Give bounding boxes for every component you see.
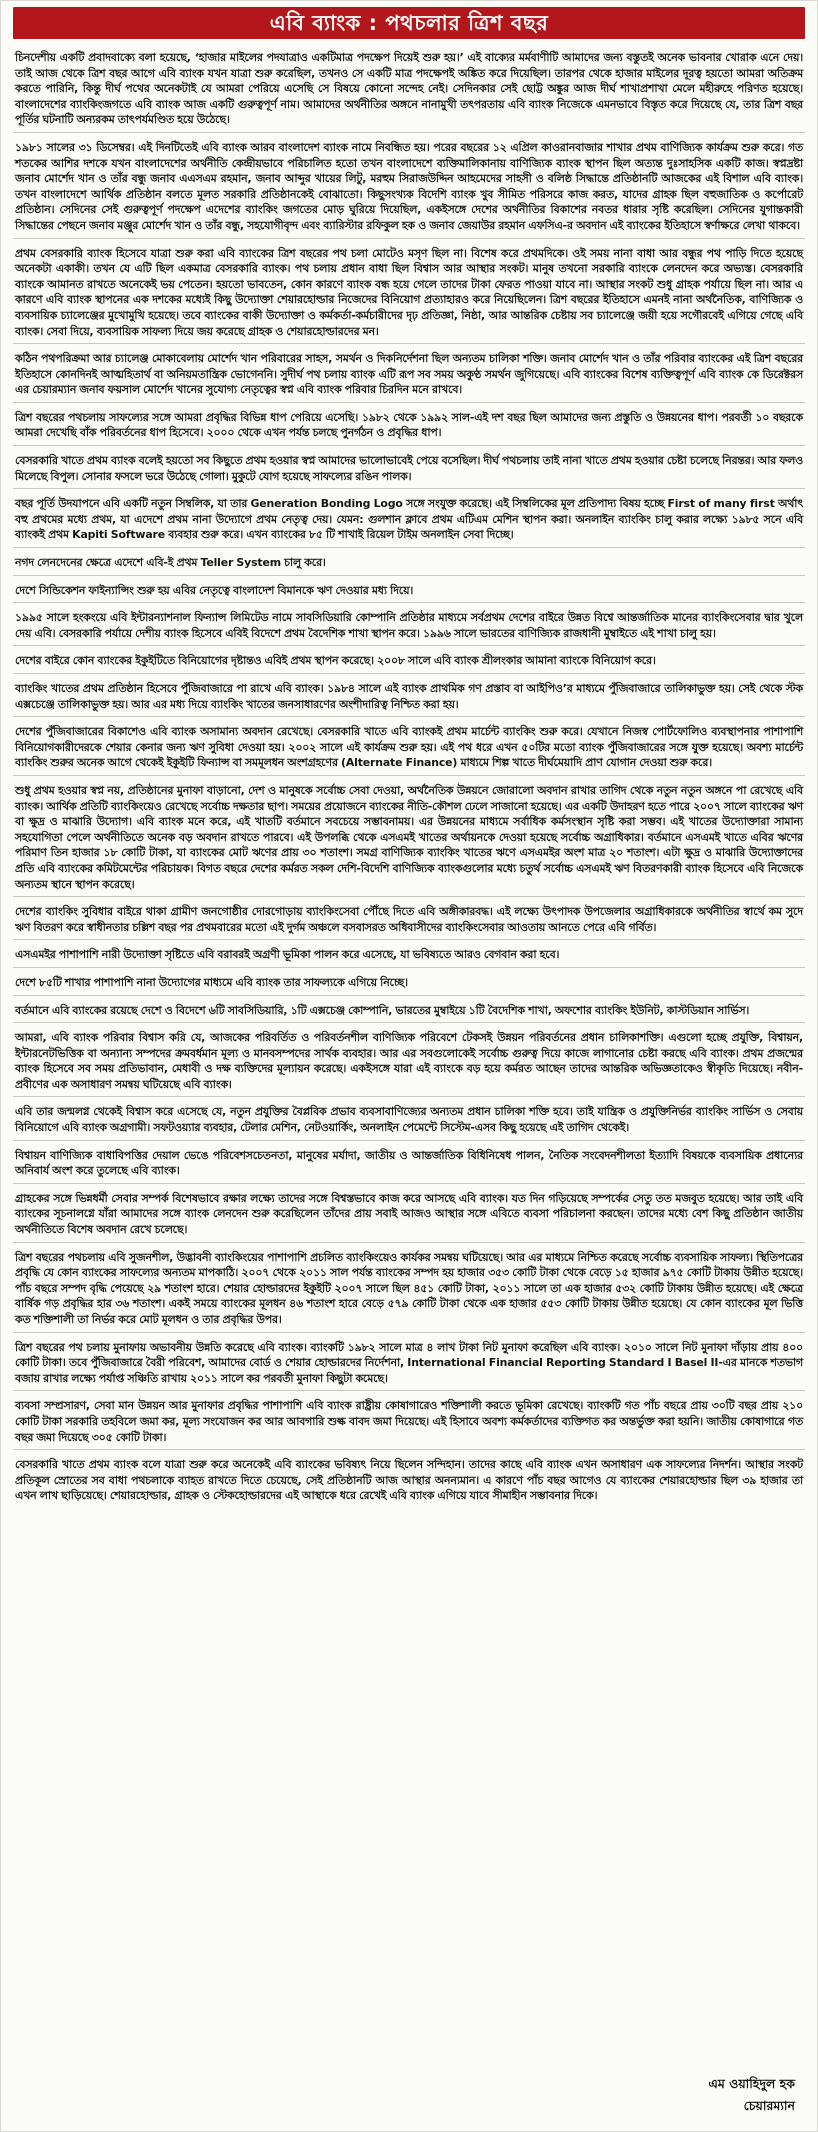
signature-name: এম ওয়াহিদুল হক	[708, 2076, 795, 2091]
article-paragraph: বেসরকারি খাতে প্রথম ব্যাংক বলে যাত্রা শুরু করে অনেকেই এবি ব্যাংকের ভবিষ্যৎ নিয়ে ছিলেন সন্দিহান। তাদের কাছে এবি ব্যাংক এখন অসাধারণ এক সাফল্যের নিদর্শন। আস্থার সংকট প্রতিকূল স্রোতের সব বাধা পথচলাকে ব্যাহত রাখতে দিতে চেয়েছে, সেই প্রতিষ্ঠানটি আজ আস্থার অনন্যমান। এ কারণে পাঁচ বছর আগেও যে ব্যাংকের শেয়ারহোল্ডার ছিল ৩৯ হাজার তা এখন লাখ ছাড়িয়েছে। শেয়ারহোল্ডার, গ্রাহক ও স্টেকহোল্ডারদের এই আস্থাকে ধরে রেখেই এবি ব্যাংক এগিয়ে যাবে সীমাহীন সম্ভাবনার দিকে।	[15, 1458, 804, 1503]
article-paragraph: এবি তার জন্মলগ্ন থেকেই বিশ্বাস করে এসেছে যে, নতুন প্রযুক্তির বৈপ্লবিক প্রভাব ব্যবসাবাণিজ্যের অন্যতম প্রধান চালিকা শক্তি হবে। তাই যান্ত্রিক ও প্রযুক্তিনির্ভর ব্যাংকিং সার্ভিস ও সেবায় বিনিয়োগে এবি ব্যাংক অগ্রগামী। সফটওয়্যার ব্যবহার, টেলার মেশিন, নেটওয়ার্কিং, অনলাইন পেমেন্টে সিস্টেম-এসব কিছু হয়েছে এই তাগিদ থেকেই।	[13, 1101, 805, 1140]
article-body	[13, 47, 805, 1508]
article-paragraph: এসএমইর পাশাপাশি নারী উদ্যোক্তা সৃষ্টিতে এবি বরাবরই অগ্রণী ভূমিকা পালন করে এসেছে, যা ভবিষ্যতে আরও বেগবান করা হবে।	[13, 944, 805, 968]
article-paragraph: গ্রাহকের সঙ্গে ভিন্নধর্মী সেবার সম্পর্ক বিশেষভাবে রক্ষার লক্ষ্যে তাদের সঙ্গে বিশ্বস্তভাবে কাজ করে আসছে এবি ব্যাংক। যত দিন গড়িয়েছে সম্পর্কের সেতু তত মজবুত হয়েছে। আর তাই এবি ব্যাংকের সূচনালগ্নে যাঁরা আমাদের সঙ্গে ব্যাংক লেনদেন শুরু করেছিলেন তাঁদের প্রায় সবাই আজও আস্থার সঙ্গে এবিতে ব্যবসা পরিচালনা করছেন। তাদের মধ্যে বেশ কিছু প্রতিষ্ঠান জাতীয় অর্থনীতিতে বিশেষ অবদান রেখে চলেছে।	[13, 1188, 805, 1243]
article-paragraph: বেসরকারি খাতে প্রথম ব্যাংক বলেই হয়তো সব কিছুতে প্রথম হওয়ার স্বপ্ন আমাদের ভালোভাবেই পেয়ে বসেছিল। দীর্ঘ পথচলায় তাই নানা খাতে প্রথম হওয়ার চেষ্টা চলেছে নিরন্তর। আর ফলও মিলেছে বিপুল। সোনার ফসলে ভরে উঠেছে গোলা। মুকুটে যোগ হয়েছে সাফল্যের রঙিন পালক।	[13, 450, 805, 489]
article-paragraph: দেশের বাইরে কোন ব্যাংকের ইকুইটিতে বিনিয়োগের দৃষ্টান্তও এবিই প্রথম স্থাপন করেছে। ২০০৮ সালে এবি ব্যাংক শ্রীলংকার আমানা ব্যাংকে বিনিয়োগ করে।	[13, 650, 805, 674]
article-paragraph: ত্রিশ বছরের পথচলায় এবি সুজনশীল, উদ্ভাবনী ব্যাংকিংয়ের পাশাপাশি প্রচলিত ব্যাংকিংয়েও কার্যকর সমন্বয় ঘটিয়েছে। আর এর মাধ্যমে নিশ্চিত করেছে সর্বোচ্চ ব্যবসায়িক সাফল্য। স্থিতিপত্রের প্রবৃদ্ধি যে কোন ব্যাংকের সাফল্যের অন্যতম মাপকাঠি। ২০০৭ থেকে ২০১১ সাল পর্যন্ত ব্যাংকের সম্পদ হয় হাজার ৩৫৩ কোটি টাকা থেকে বেড়ে ১৫ হাজার ৯৭৫ কোটি টাকায় উন্নীত হয়েছে। পাঁচ বছরে সম্পদ বৃদ্ধি পেয়েছে ২৯ শতাংশ হারে। শেয়ার হোল্ডারদের ইকুইটি ২০০৭ সালে ছিল ৪৫১ কোটি টাকা, ২০১১ সালে তা এক হাজার ৫৩২ কোটি টাকায় উন্নীত হয়েছে। এই ক্ষেত্রে বার্ষিক গড় প্রবৃদ্ধির হার ৩৬ শতাংশ। একই সময়ে ব্যাংকের মূলধন ৪৬ শতাংশ হারে বেড়ে ৫৭৯ কোটি টাকা থেকে এক হাজার ৫৫৩ কোটি টাকায় উন্নীত হয়েছে। যে কোন ব্যাংকের মূল ভিত্তি কত শক্তিশালী তা নির্ভর করে মোট মূলধন ও তার প্রবৃদ্ধির উপর।	[13, 1247, 805, 1333]
article-paragraph: ব্যবসা সম্প্রসারণ, সেবা মান উন্নয়ন আর মুনাফার প্রবৃদ্ধির পাশাপাশি এবি ব্যাংক রাষ্ট্রীয় কোষাগারেও শক্তিশালী করতে ভূমিকা রেখেছে। ব্যাংকটি গত পাঁচ বছরে প্রায় ৩০টি বছর প্রায় ২১০ কোটি টাকা সরকারি তহবিলে জমা কর, মূল্য সংযোজন কর আর আবগারি শুল্ক বাবদ জমা দিয়েছে। এই হিসাবে অবশ্য কর্মকর্তাদের ব্যক্তিগত কর অন্তর্ভুক্ত করা হয়নি। জাতীয় কোষাগারে গত বছর জমা দিয়েছে ৩০৫ কোটি টাকা।	[13, 1395, 805, 1450]
article-paragraph: বিশ্বায়ন বাণিজ্যিক বাধাবিপত্তির দেয়াল ভেঙে পরিবেশসচেতনতা, মানুষের মর্যাদা, জাতীয় ও আন্তর্জাতিক বিধিনিষেধ পালন, নৈতিক সংবেদনশীলতা ইত্যাদি বিষয়কে ব্যবসায়িক প্রধান্যের অনিবার্য অংশ করে তুলেছে এবি ব্যাংক।	[13, 1145, 805, 1184]
article-paragraph: ব্যাংকিং খাতের প্রথম প্রতিষ্ঠান হিসেবে পুঁজিবাজারে পা রাখে এবি ব্যাংক। ১৯৮৪ সালে এই ব্যাংক প্রাথমিক গণ প্রস্তাব বা আইপিও’র মাধ্যমে পুঁজিবাজারে তালিকাভুক্ত হয়। সেই থেকে স্টক এক্সচেঞ্জে তালিকাভুক্ত হয়। আর এর মধ্য দিয়ে ব্যাংকিং খাতের জনসাধারণের অংশীদারিত্ব নিশ্চিত করা হয়।	[13, 678, 805, 717]
article-paragraph: দেশের ব্যাংকিং সুবিধার বাইরে থাকা গ্রামীণ জনগোষ্ঠীর দোরগোড়ায় ব্যাংকিংসেবা পৌঁছে দিতে এবি অঙ্গীকারবদ্ধ। এই লক্ষ্যে উৎপাদক উপজেলার অগ্রাধিকারকে অর্থনীতির স্বার্থে কম সুদে ঋণ বিতরণ করে স্বাধীনতার চল্লিশ বছর পর প্রথমবারের মতো এই দুর্গম অঞ্চলে বসবাসরত অধিবাসীদের ব্যাংকিংসেবার আওতায় আনতে পেরে এবি গর্বিত।	[13, 901, 805, 940]
title-banner	[13, 7, 805, 39]
article-paragraph: নগদ লেনদেনের ক্ষেত্রে এদেশে এবি-ই প্রথম Teller System চালু করে।	[13, 552, 805, 576]
article-paragraph: ১৯৮১ সালের ৩১ ডিসেম্বর। এই দিনটিতেই এবি ব্যাংক আরব বাংলাদেশ ব্যাংক নামে নিবন্ধিত হয়। পরের বছরের ১২ এপ্রিল কাওরানবাজার শাখার প্রথম বাণিজ্যিক কার্যক্রম শুরু করে। গত শতকের আশির দশকে যখন বাংলাদেশের অর্থনীতি কেন্দ্রীয়ভাবে পরিচালিত হতো তখন বাংলাদেশে ব্যক্তিমালিকানায় বাণিজ্যিক ব্যাংক স্থাপন ছিল অত্যন্ত দুঃসাহসিক একটি কাজ। স্বপ্নদ্রষ্টা জনাব মোর্শেদ খান ও তাঁর বন্ধু জনাব এএসএম রহমান, জনাব আব্দুর খায়ের লিটু, মরহুম সিরাজউদ্দিন আহমেদের সাহসী ও বলিষ্ঠ সিদ্ধান্তে প্রতিষ্ঠানটি আজকের এই বিশাল এবি ব্যাংক। তখন বাংলাদেশে আর্থিক প্রতিষ্ঠান বলতে মূলত সরকারি প্রতিষ্ঠানকেই বোঝাতো। কিছুসংখ্যক বিদেশি ব্যাংক খুব সীমিত পরিসরে কাজ করত, যাদের গ্রাহক ছিল বহুজাতিক ও কর্পোরেট প্রতিষ্ঠান। সেদিনের সেই গুরুত্বপূর্ণ পদক্ষেপ এদেশের ব্যাংকিং জগতের মোড় ঘুরিয়ে দিয়েছিল, একইসঙ্গে দেশের অর্থনীতির বিকাশের নবতর ধারার সৃষ্টি করেছিল। সেদিনের যুগান্তকারী সিদ্ধান্তের পেছনে জনাব মঞ্জুর মোর্শেদ খান ও তাঁর বন্ধু, সহযোগীবৃন্দ এবং ব্যারিস্টার রফিকুল হক ও জনাব জেয়াউর রহমান এফসিএ-র অবদান এই ব্যাংকের ইতিহাসে স্বর্ণাক্ষরে লেখা থাকবে।	[13, 137, 805, 239]
article-paragraph: ত্রিশ বছরের পথ চলায় মুনাফায় অভাবনীয় উন্নতি করেছে এবি ব্যাংক। ব্যাংকটি ১৯৮২ সালে মাত্র ৪ লাখ টাকা নিট মুনাফা করেছিল এবি ব্যাংক। ২০১০ সালে নিট মুনাফা দাঁড়ায় প্রায় ৪০০ কোটি টাকা। তবে পুঁজিবাজারে বৈরী পরিবেশ, আমাদের বোর্ড ও শেয়ার হোল্ডারদের নির্দেশনা, International Financial Reporting Standard I Basel II-এর মানকে শতভাগ বজায় রাখার লক্ষ্যে পর্যাপ্ত সঞ্চিতি রাখায় ২০১১ সালে কর পরবর্তী মুনাফা কিছুটা কমেছে।	[13, 1337, 805, 1392]
page-title: এবি ব্যাংক : পথচলার ত্রিশ বছর	[269, 10, 549, 35]
article-paragraph: আমরা, এবি ব্যাংক পরিবার বিশ্বাস করি যে, আজকের পরিবর্তিত ও পরিবর্তনশীল বাণিজ্যিক পরিবেশে টেকসই উন্নয়ন পরিবর্তনের প্রধান চালিকাশক্তি। এগুলো হচ্ছে প্রযুক্তি, বিশ্বায়ন, ইন্টারনেটভিত্তিক বা অন্যান্য সম্পদের ক্রমবর্ধমান মূল্য ও মানবসম্পদের সার্থক ব্যবহার। আর এর সবগুলোকেই সর্বোচ্চ গুরুত্ব দিয়ে কাজে লাগানোর চেষ্টা করছে এবি ব্যাংক। প্রথম প্রজন্মের ব্যাংক হিসেবে সব সময় প্রতিভাবান, মেধাবী ও দক্ষ ব্যক্তিদের মূল্যায়ন করেছে। একইসঙ্গে যারা এই ব্যাংকে বড় হয়ে কর্মরত আছেন তাদের আন্তরিক অভিজ্ঞতাকেও স্বীকৃতি দিয়েছে। নবীন-প্রবীণের এক অসাধারণ সমন্বয় ঘটিয়েছে এবি ব্যাংক।	[13, 1027, 805, 1097]
article-paragraph: দেশের পুঁজিবাজারের বিকাশেও এবি ব্যাংক অসামান্য অবদান রেখেছে। বেসরকারি খাতে এবি ব্যাংকই প্রথম মার্চেন্ট ব্যাংকিং শুরু করে। যেখানে নিজস্ব পোর্টফোলিও ব্যবস্থাপনার পাশাপাশি বিনিয়োগকারীদেরকে শেয়ার কেনার জন্য ঋণ সুবিধা দেওয়া হয়। ২০০২ সালে এই কার্যক্রম শুরু হয়। এই পথ ধরে এখন ৫০টির মতো ব্যাংক পুঁজিবাজারের সঙ্গে যুক্ত হয়েছে। অবশ্য মার্চেন্ট ব্যাংকিং শুরুর অনেক আগে থেকেই ইকুইটি ফিন্যান্স বা সমমূলধন অংশগ্রহণের (Alternate Finance) মাধ্যমে শিল্প খাতে দীর্ঘমেয়াদি প্রাণ যোগান দেওয়া শুরু করে।	[13, 721, 805, 776]
article-paragraph: শুধু প্রথম হওয়ার স্বপ্ন নয়, প্রতিষ্ঠানের মুনাফা বাড়ানো, দেশ ও মানুষকে সর্বোচ্চ সেবা দেওয়া, অর্থনৈতিক উন্নয়নে জোরালো অবদান রাখার তাগিদ থেকে নতুন নতুন অঙ্গনে পা রেখেছে এবি ব্যাংক। আর্থিক প্রতিটি ব্যাংকিংয়েও রেখেছে সর্বোচ্চ দক্ষতার ছাপ। সময়ের প্রয়োজনে ব্যাংকের নীতি-কৌশল ঢেলে সাজানো হয়েছে। এর একটি উদাহরণ হতে পারে ২০০৭ সালে ব্যাংকের ঋণ বা ক্ষুদ্র ও মাঝারি উদ্যোগ। এবি ব্যাংক মনে করে, এই খাতটি বর্তমানে সবচেয়ে সম্ভাবনাময়। এর উন্নয়নের মাধ্যমে সর্বাধিক কর্মসংস্থান সৃষ্টি করা সম্ভব। এই খাতের উদ্যোক্তারা সামান্য সহযোগিতা পেলে অর্থনীতিতে অনেক বড় অবদান রাখতে পারবে। এই উপলব্ধি থেকে এসএমই খাতের অর্থায়নকে দেওয়া হয়েছে সর্বোচ্চ অগ্রাধিকার। বর্তমানে এসএমই খাতে এবির ঋণের পরিমাণ তিন হাজার ১৮ কোটি টাকা, যা ব্যাংকের মোট ঋণের প্রায় ৩০ শতাংশ। সমগ্র বাণিজ্যিক ব্যাংকিং খাতের ঋণে এসএমইর অংশ মাত্র ২০ শতাংশ। এটা ক্ষুদ্র ও মাঝারি উদ্যোক্তাদের প্রতি এবি ব্যাংকের কমিটমেন্টের পরিচায়ক। বিগত বছরে দেশের কর্মরত সকল দেশি-বিদেশি বাণিজ্যিক ব্যাংকগুলোর মধ্যে চতুর্থ সর্বোচ্চ এসএমই ঋণ বিতরণকারী ব্যাংক হিসেবে এবি নিজেকে অন্যতম স্থানে স্থাপন করেছে।	[13, 780, 805, 897]
article-paragraph: কঠিন পথপরিক্রমা আর চ্যালেঞ্জ মোকাবেলায় মোর্শেদ খান পরিবারের সাহস, সমর্থন ও দিকনির্দেশনা ছিল অন্যতম চালিকা শক্তি। জনাব মোর্শেদ খান ও তাঁর পরিবার ব্যাংকের এই ত্রিশ বছরের ইতিহাসে কোনদিনই আত্মহিতার্থ বা অনিয়মতান্ত্রিক ভোগেননি। সুদীর্ঘ পথ চলায় ব্যাংক এটি রূপ সব সময় অকুণ্ঠ সমর্থন জুগিয়েছে। এবি ব্যাংকের বিশেষ ব্যক্তিত্বপূর্ণ এবি ব্যাংক কে ডিরেক্টরস এর চেয়ারম্যান জনাব ফয়সাল মোর্শেদ খানের সুযোগ্য নেতৃত্বের স্বপ্ন এবি ব্যাংক পরিবার চিরদিন মনে রাখবে।	[13, 348, 805, 403]
article-paragraph: প্রথম বেসরকারি ব্যাংক হিসেবে যাত্রা শুরু করা এবি ব্যাংকের ত্রিশ বছরের পথ চলা মোটেও মসৃণ ছিল না। বিশেষ করে প্রথমদিকে। ওই সময় নানা বাধা আর বন্ধুর পথ পাড়ি দিতে হয়েছে অনেকটা একাকী। তখন যে এটি ছিল একমাত্র বেসরকারি ব্যাংক। পথ চলায় প্রধান বাধা ছিল বিশ্বাস আর আস্থার সংকট। মানুষ তখনো সরকারি ব্যাংকে লেনদেন করে অভ্যস্ত। বেসরকারি ব্যাংকে আমানত রাখতে অনেকেই ভয় পেতেন। হয়তো ভাবতেন, কোন কারণে ব্যাংক বন্ধ হয়ে গেলে তাদের টাকা ফেরত পাওয়া যাবে না। আস্থার সংকট শুধু গ্রাহক পর্যায়ে ছিল না। আর এ কারণে এবি ব্যাংক স্থাপনের এক দশকের মধ্যেই কিছু উদ্যোক্তা শেয়ারহোল্ডার নিজেদের বিনিয়োগ প্রত্যাহারও করে নিয়েছিলেন। ত্রিশ বছরের ইতিহাসে এমনই নানা অর্থনৈতিক, বাণিজ্যিক ও ব্যবসায়িক চ্যালেঞ্জের মুখোমুখি হয়েছে। তবে ব্যাংকের বাকী উদ্যোক্তা ও কর্মকর্তা-কর্মচারীদের দৃঢ় প্রতিজ্ঞা, নিষ্ঠা, আর আন্তরিক চেষ্টায় সব চ্যালেঞ্জে জয়ী হয়ে সগৌরবেই এগিয়ে গেছে এবি ব্যাংক। সেবা দিয়ে, ব্যবসায়িক সাফল্য দিয়ে জয় করেছে গ্রাহক ও শেয়ারহোল্ডারদের মন।	[13, 243, 805, 345]
article-paragraph: বর্তমানে এবি ব্যাংকের রয়েছে দেশে ও বিদেশে ৬টি সাবসিডিয়ারি, ১টি এক্সচেঞ্জ কোম্পানি, ভারতের মুম্বাইয়ে ১টি বৈদেশিক শাখা, অফশোর ব্যাংকিং ইউনিট, কাস্টডিয়ান সার্ভিস।	[13, 1000, 805, 1024]
article-paragraph: ১৯৯৫ সালে হংকংয়ে এবি ইন্টারন্যাশনাল ফিন্যান্স লিমিটেড নামে সাবসিডিয়ারি কোম্পানি প্রতিষ্ঠার মাধ্যমে সর্বপ্রথম দেশের বাইরে উন্নত বিশ্বে আন্তর্জাতিক মানের ব্যাংকিংসেবার দ্বার খুলে দেয় এবি। বেসরকারি পর্যায়ে দেশীয় ব্যাংক হিসেবে এবিই বিদেশে প্রথম বৈদেশিক শাখা স্থাপন করে। ১৯৯৬ সালে ভারতের বাণিজ্যিক রাজধানী মুম্বাইতে এই শাখা চালু হয়।	[13, 607, 805, 646]
signature-block	[708, 2073, 795, 2117]
article-paragraph: দেশে সিন্ডিকেশন ফাইন্যান্সিং শুরু হয় এবির নেতৃত্বে বাংলাদেশ বিমানকে ঋণ দেওয়ার মধ্য দিয়ে।	[13, 580, 805, 604]
article-paragraph: বছর পূর্তি উদযাপনে এবি একটি নতুন সিম্বলিক, যা তার Generation Bonding Logo সঙ্গে সংযুক্ত করেছে। এই সিম্বলিকের মূল প্রতিপাদ্য বিষয় হচ্ছে First of many first অর্থাৎ বহু প্রথমের মধ্যে প্রথম, যা এদেশে প্রথম নানা উদ্যোগে প্রথম নেতৃত্ব দেয়। যেমন: গুলশান ক্লাবে প্রথম এটিএম মেশিন স্থাপন করা। অনলাইন ব্যাংকিং চালু করার লক্ষ্যে ১৯৮৫ সনে এবি ব্যাংকই প্রথম Kapiti Software ব্যবহার শুরু করে। এখন ব্যাংকের ৮৫ টি শাখাই রিয়েল টাইম অনলাইন সেবা দিচ্ছে।	[13, 493, 805, 548]
signature-designation: চেয়ারম্যান	[743, 2098, 795, 2113]
article-paragraph: চিনদেশীয় একটি প্রবাদবাক্যে বলা হয়েছে, ‘হাজার মাইলের পদযাত্রাও একটিমাত্র পদক্ষেপ দিয়েই শুরু হয়।’ এই বাক্যের মর্মবাণীটি আমাদের জন্য বস্তুতই অনেক ভাবনার খোরাক এনে দেয়। তাই আজ থেকে ত্রিশ বছর আগে এবি ব্যাংক যখন যাত্রা শুরু করেছিল, তখনও সে একটি মাত্র পদক্ষেপই অঙ্কিত করে দিয়েছিল। তারপর থেকে হাজার মাইলের দূরত্ব হয়তো আমরা অতিক্রম করতে পারিনি, কিন্তু দীর্ঘ পথের অনেকটাই যে আমরা পেরিয়ে এসেছি সে বিষয়ে কোনো সন্দেহ নেই। সেদিনকার সেই ছোট্ট অঙ্কুর আজ দীর্ঘ শাখাপ্রশাখা মেলে মহীরুহে পরিণত হয়েছে। বাংলাদেশের ব্যাংকিংজগতে এবি ব্যাংক আজ একটি গুরুত্বপূর্ণ নাম। আমাদের অর্থনীতির অঙ্গনে নানামুখী তৎপরতায় এবি ব্যাংক নিজেকে এমনভাবে বিস্তৃত করে দিয়েছে যে, তার ত্রিশ বছর পূর্তির ঘটনাটি অন্যরকম তাৎপর্যমণ্ডিত হয়ে উঠেছে।	[13, 47, 805, 133]
article-paragraph: দেশে ৮৫টি শাখার পাশাপাশি নানা উদ্যোগের মাধ্যমে এবি ব্যাংক তার সাফল্যকে এগিয়ে নিচ্ছে।	[13, 972, 805, 996]
article-paragraph: ত্রিশ বছরের পথচলায় সাফল্যের সঙ্গে আমরা প্রবৃদ্ধির বিভিন্ন ধাপ পেরিয়ে এসেছি। ১৯৮২ থেকে ১৯৯২ সাল-এই দশ বছর ছিল আমাদের জন্য প্রস্তুতি ও উন্নয়নের ধাপ। পরবর্তী ১০ বছরকে আমরা দেখেছি বাঁক পরিবর্তনের ধাপ হিসেবে। ২০০০ থেকে এখন পর্যন্ত চলছে পুনর্গঠন ও প্রবৃদ্ধির ধাপ।	[13, 407, 805, 446]
